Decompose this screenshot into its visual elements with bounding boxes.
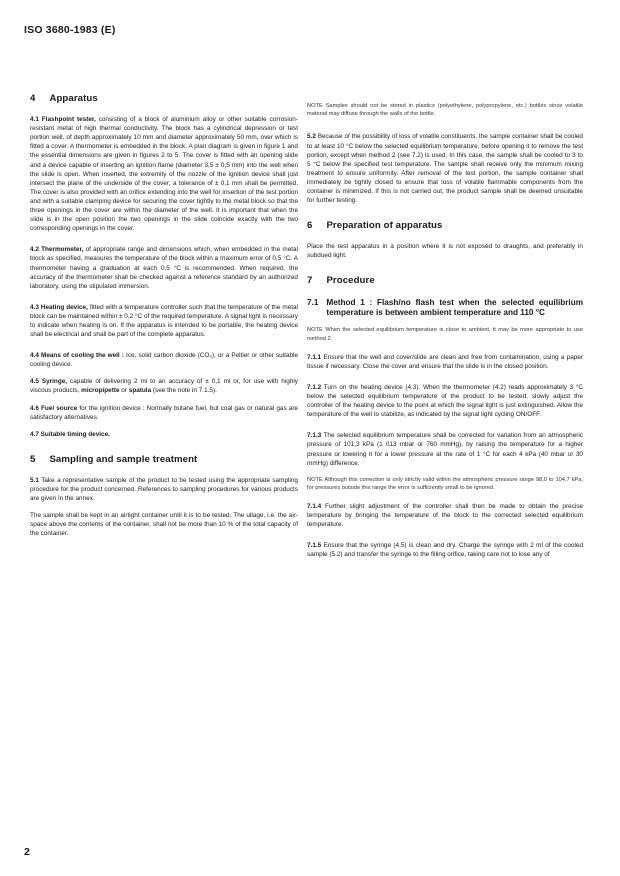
clause-number: 4.4 (30, 352, 39, 360)
section-6-heading (307, 221, 583, 230)
note-text: Samples should not be stored in plastics (polyethylene, polypropylene, etc.) bottles since volatile material may diffuse through the walls of the bottle. (307, 103, 583, 118)
section-title: Procedure (326, 275, 375, 287)
clause-7-1-5 (307, 541, 583, 559)
note-label: NOTE (307, 327, 323, 334)
clause-number: 4.6 (30, 404, 39, 412)
spatula-term: spatula (128, 387, 152, 395)
clause-7-1-1 (307, 353, 583, 371)
clause-4-1 (30, 115, 298, 233)
clause-number: 4.2 (30, 246, 39, 254)
clause-number: 7.1.2 (307, 383, 322, 391)
section-number: 4 (30, 93, 36, 104)
clause-5-2 (307, 132, 583, 205)
clause-label: Suitable timing device. (40, 430, 110, 438)
note-label: NOTE (307, 476, 323, 483)
note-sample-storage (307, 102, 583, 118)
clause-text: Ensure that the well and cover/slide are clean and free from contamination, using a paper tissue if necessary. Close the cover and ensure that the slide is in the closed position. (307, 353, 584, 370)
clause-number: 7.1.3 (307, 432, 322, 440)
clause-text: Further slight adjustment of the controller shall then be made to obtain the precise temperature by bringing the temperature of the block to the corrected selected equilibrium temperature. (307, 503, 583, 529)
note-text: When the selected equilibrium temperature is close to ambient, it may be more appropriate to use method 2. (307, 327, 583, 342)
clause-text-or: or (121, 387, 127, 395)
clause-number: 4.3 (30, 303, 39, 311)
clause-label: Syringe, (41, 378, 68, 386)
clause-text: Ensure that the syringe (4.5) is clean and dry. Charge the syringe with 2 ml of the cooled sample (5.2) and transfer the syringe to the filling orifice, taking care not to lose any of (307, 542, 583, 559)
clause-number: 7.1.1 (307, 353, 322, 361)
right-column (307, 102, 583, 568)
clause-number: 4.5 (30, 378, 39, 386)
clause-7-1-2 (307, 383, 583, 419)
note-text: Although this correction is only strictly valid within the atmospheric pressure range 98,0 to 104,7 kPa, for pressures outside this range the error is sufficiently small to be ignored. (307, 476, 583, 491)
clause-text-after: (see the note in 7.1.5). (152, 387, 217, 395)
section-number: 5 (30, 453, 36, 465)
clause-text: for the ignition device : Normally butane fuel, but coal gas or natural gas are satisfactory alternatives. (30, 404, 299, 421)
clause-text: Because of the possibility of loss of volatile constituents, the sample container shall be cooled to at least 10 °C below the selected equilibrium temperature, before opening it to remove the test portion, except when method 2 (see 7.2) is used. In this case, the sample shall be cooled to 3 to 5 °C below the specified test temperature. The sample shall receive only the minimum mixing treatment to ensure uniformity. After removal of the test portion, the sample container shall immediately be tightly closed to ensure that loss of volatile flammable components from the container is minimized. If this is not carried out, the product sample shall be deemed unsuitable for further testing. (307, 133, 583, 205)
clause-5-1-continued: The sample shall be kept in an airtight container until it is to be tested. The ullage, i.e. the air-space above the contents of the container, shall not be more than 10 % of the total capacity of the container. (30, 512, 298, 538)
clause-label: Means of cooling the well : (41, 352, 124, 360)
left-column (30, 94, 298, 546)
clause-text: capable of delivering 2 ml to an accuracy of ± 0,1 ml or, for use with highly viscous products, (30, 378, 298, 395)
section-title: Preparation of apparatus (326, 220, 443, 232)
clause-7-1-4 (307, 502, 583, 529)
micropipette-term: micropipette (81, 387, 120, 395)
section-7-heading (307, 276, 583, 285)
clause-4-6 (30, 404, 298, 422)
clause-text: Take a representative sample of the product to be tested using the appropriate sampling procedure for the product concerned. References to sampling procedures for various products are given in the annex. (30, 476, 298, 503)
section-number: 6 (307, 220, 313, 232)
clause-4-5 (30, 377, 298, 395)
clause-number: 7.1.4 (307, 503, 322, 511)
clause-number: 4.1 (30, 116, 39, 124)
clause-text: Turn on the heating device (4.3). When the thermometer (4.2) reads approximately 3 °C below the selected equilibrium temperature of the product to be tested, slowly adjust the controller of the heating device to the point at which the signal light is just extinguished. Allow the temperature of the well to stabilize, as indicated by the signal light cycling ON/OFF. (307, 383, 583, 419)
clause-4-2 (30, 245, 298, 290)
clause-text: Ice, solid carbon dioxide (CO₂), or a Peltier or other suitable cooling device. (30, 352, 299, 369)
section-5-heading (30, 455, 298, 464)
subsection-number: 7.1 (307, 297, 319, 307)
subsection-title: Method 1 : Flash/no flash test when the selected equilibrium temperature is between ambient temperature and 110 °C (326, 297, 583, 317)
clause-text: of appropriate range and dimensions which, when embedded in the metal block as specified, measures the temperature of the block within a maximum error of 0,5 °C. A thermometer having a graduation at each 0,5 °C is recommended. When required, the accuracy of the thermometer shall be checked against a reference standard by an authorized laboratory, using the stipulated immersion. (30, 246, 298, 290)
clause-text: consisting of a block of aluminium alloy or other suitable corrosion-resistant metal of high thermal conductivity. The block has a cylindrical depression or test portion well, of depth approximately 10 mm and diameter approximately 50 mm, over which is fitted a cover. A thermometer is embedded in the block. A plan diagram is given in figure 1 and the essential dimensions are given in figures 2 to 5. The cover is fitted with an opening slide and a device capable of inserting an ignition flame (diameter 3,5 ± 0,5 mm) into the well when the slide is open. When inserted, the extremity of the nozzle of the ignition device shall just intersect the plane of the underside of the cover; a tolerance of ± 0,1 mm shall be permitted. The cover is also provided with an orifice extending into the well for insertion of the test portion and with a suitable clamping device for securing the cover tightly to the metal block so that the three openings in the cover are within the diameter of the well. It is important that when the slide is in the open position the two openings in the slide coincide exactly with the two corresponding openings in the cover. (30, 116, 298, 233)
clause-7-1-3 (307, 431, 583, 467)
page-number: 2 (24, 846, 30, 858)
clause-label: Heating device, (40, 303, 88, 311)
clause-number: 5.2 (307, 133, 316, 141)
clause-4-7 (30, 430, 298, 439)
section-6-text: Place the test apparatus in a position where it is not exposed to draughts, and preferably in subdued light. (307, 243, 583, 260)
note-label: NOTE (307, 103, 323, 109)
clause-label: Flashpoint tester, (41, 116, 96, 124)
note-pressure-correction (307, 476, 583, 492)
section-4-heading (30, 94, 298, 103)
clause-text: fitted with a temperature controller such that the temperature of the metal block can be maintained within ± 0,2 °C of the required temperature. A signal light is necessary to indicate when heating is on. If the apparatus is intended to be portable, the heating device shall be electrical and shall be part of the complete apparatus. (30, 303, 298, 339)
section-title: Sampling and sample treatment (49, 453, 198, 465)
clause-label: Thermometer, (41, 246, 84, 254)
method-1-heading (307, 298, 583, 319)
note-method-2 (307, 326, 583, 342)
clause-4-3 (30, 303, 298, 339)
clause-number: 5.1 (30, 476, 39, 484)
section-title: Apparatus (49, 93, 98, 104)
clause-label: Fuel source (41, 404, 78, 412)
clause-text: The selected equilibrium temperature shall be corrected for variation from an atmospheric pressure of 101,3 kPa (1 013 mbar or 760 mmHg), by raising the temperature for a higher pressure or lowering it for a lower pressure at the rate of 1 °C for each 4 kPa (40 mbar or 30 mmHg) difference. (307, 432, 583, 467)
clause-number: 7.1.5 (307, 542, 322, 550)
clause-number: 4.7 (30, 430, 39, 438)
page-header: ISO 3680-1983 (E) (24, 24, 116, 36)
section-number: 7 (307, 275, 313, 287)
clause-5-1 (30, 476, 298, 503)
clause-4-4 (30, 351, 298, 369)
